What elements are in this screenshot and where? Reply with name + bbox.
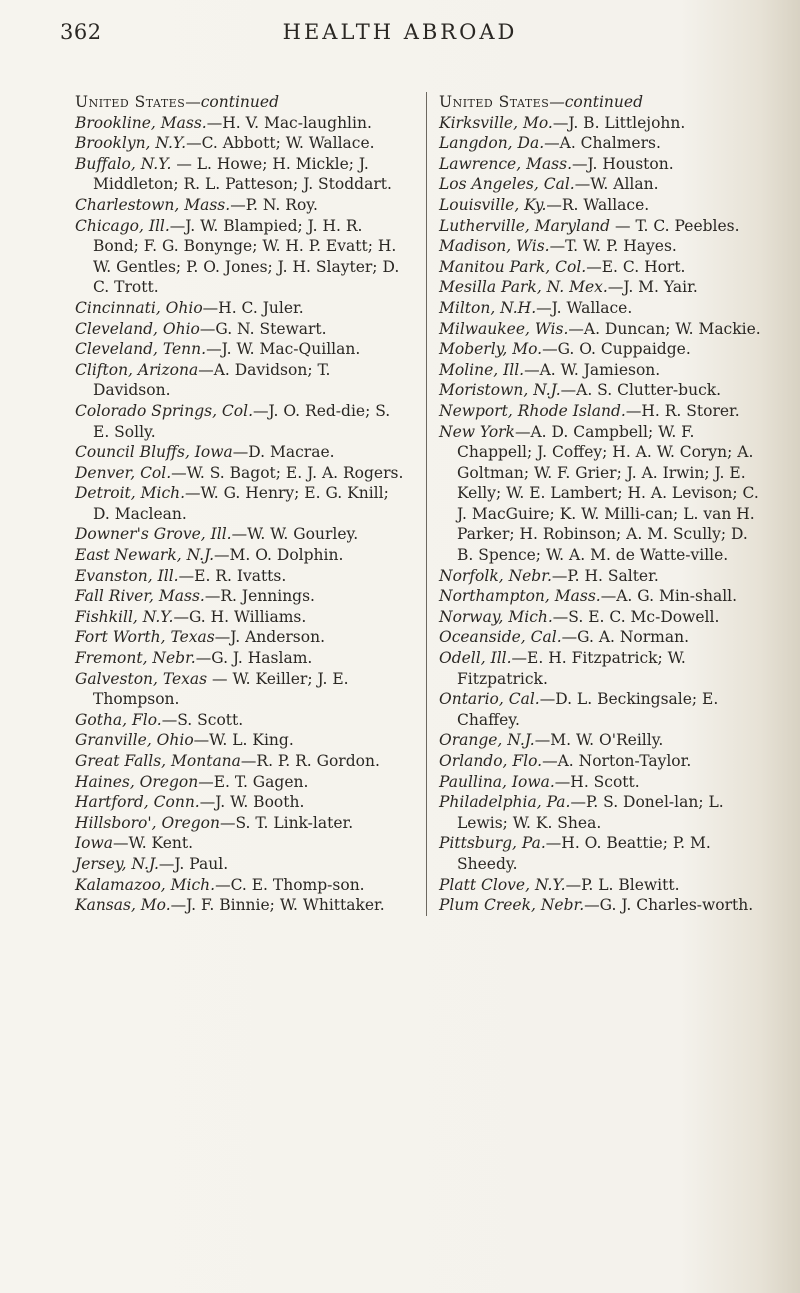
directory-entry — [439, 833, 764, 874]
member-names: —D. L. Beckingsale; E. Chaffey. — [457, 690, 719, 729]
place-name: Philadelphia, Pa. — [439, 793, 571, 812]
place-name: Orange, N.J. — [439, 731, 535, 750]
directory-entry — [439, 195, 764, 216]
directory-entry — [439, 380, 764, 401]
place-name: Paullina, Iowa. — [439, 772, 555, 791]
place-name: Fremont, Nebr. — [75, 649, 196, 668]
directory-entry — [75, 730, 405, 751]
member-names: —A. S. Clutter-buck. — [560, 381, 722, 400]
place-name: Moline, Ill. — [439, 360, 525, 379]
place-name: Plum Creek, Nebr. — [439, 896, 585, 915]
directory-entry — [439, 154, 764, 175]
member-names: — T. C. Peebles. — [610, 216, 740, 235]
place-name: Manitou Park, Col. — [439, 257, 587, 276]
directory-entry — [75, 833, 405, 854]
place-name: Haines, Oregon — [75, 772, 199, 791]
member-names: —A. Duncan; W. Mackie. — [568, 319, 761, 338]
section-heading: United States—continued — [75, 93, 279, 111]
member-names: —A. D. Campbell; W. F. Chappell; J. Coffey; H. A. W. Coryn; A. Goltman; W. F. Grier; J. A. Irwin; J. E. Kelly; W. E. Lambert; H. A. Levison; C. J. MacGuire; K. W. Milli-can; L. van H. Parker; H. Robinson; A. M. Scully; D. B. Spence; W. A. M. de Watte-ville. — [457, 422, 759, 565]
place-name: Evanston, Ill. — [75, 566, 179, 585]
member-names: —A. Davidson; T. Davidson. — [93, 360, 331, 400]
member-names: —E. C. Hort. — [586, 257, 686, 276]
directory-entry — [75, 442, 405, 463]
place-name: New York — [439, 422, 515, 441]
directory-entry — [439, 319, 764, 340]
place-name: Denver, Col. — [75, 463, 172, 482]
directory-entry — [75, 648, 405, 669]
place-name: Ontario, Cal. — [439, 690, 540, 709]
member-names: —H. C. Juler. — [202, 298, 304, 317]
place-name: Brookline, Mass. — [75, 113, 207, 132]
directory-entry — [439, 236, 764, 257]
directory-entry — [75, 875, 405, 896]
place-name: Orlando, Flo. — [439, 752, 543, 770]
directory-entry — [75, 463, 405, 484]
directory-entry — [75, 586, 405, 607]
member-names: —J. Houston. — [572, 154, 674, 173]
directory-entry — [439, 360, 764, 381]
member-names: —J. Wallace. — [536, 298, 633, 317]
directory-entry — [439, 586, 764, 607]
member-names: —W. Kent. — [112, 834, 194, 853]
place-name: Great Falls, Montana — [75, 752, 241, 770]
place-name: Iowa — [75, 834, 113, 853]
place-name: Milwaukee, Wis. — [439, 319, 569, 338]
member-names: — W. Keiller; J. E. Thompson. — [93, 669, 349, 709]
directory-entry — [439, 174, 764, 195]
left-column — [75, 92, 405, 916]
place-name: Cleveland, Tenn. — [75, 340, 207, 359]
directory-entry — [75, 710, 405, 731]
member-names: —A. G. Min-shall. — [600, 587, 738, 606]
place-name: Fall River, Mass. — [75, 587, 205, 606]
directory-entry — [439, 113, 764, 134]
member-names: —P. L. Blewitt. — [565, 875, 680, 894]
member-names: —R. P. R. Gordon. — [240, 752, 380, 770]
place-name: Moberly, Mo. — [439, 340, 543, 359]
place-name: Kalamazoo, Mich. — [75, 875, 216, 894]
directory-entry — [439, 257, 764, 278]
place-name: Detroit, Mich. — [75, 484, 186, 503]
directory-entry — [75, 319, 405, 340]
member-names: —M. W. O'Reilly. — [534, 731, 664, 750]
member-names: —D. Macrae. — [232, 443, 335, 462]
place-name: Cincinnati, Ohio — [75, 298, 203, 317]
member-names: —W. W. Gourley. — [231, 525, 359, 544]
member-names: —C. Abbott; W. Wallace. — [186, 134, 375, 153]
place-name: Los Angeles, Cal. — [439, 175, 575, 194]
directory-entry — [75, 483, 405, 524]
place-name: Council Bluffs, Iowa — [75, 443, 233, 462]
directory-entry — [439, 566, 764, 587]
place-name: Charlestown, Mass. — [75, 195, 231, 214]
member-names: —E. H. Fitzpatrick; W. Fitzpatrick. — [457, 649, 686, 688]
member-names: —H. Scott. — [554, 772, 640, 791]
member-names: —J. F. Binnie; W. Whittaker. — [170, 896, 385, 915]
member-names: —P. H. Salter. — [551, 566, 659, 585]
member-names: —J. W. Blampied; J. H. R. Bond; F. G. Bonynge; W. H. P. Evatt; H. W. Gentles; P. O. Jones; J. H. Slayter; D. C. Trott. — [93, 216, 400, 297]
place-name: Oceanside, Cal. — [439, 628, 562, 647]
directory-entry — [75, 195, 405, 216]
place-name: Madison, Wis. — [439, 237, 550, 256]
directory-entry — [439, 339, 764, 360]
place-name: Fishkill, N.Y. — [75, 607, 174, 626]
member-names: —S. E. C. Mc-Dowell. — [552, 607, 720, 626]
member-names: —G. J. Haslam. — [195, 649, 313, 668]
directory-entry — [75, 113, 405, 134]
place-name: Odell, Ill. — [439, 649, 512, 668]
member-names: —J. W. Booth. — [199, 793, 305, 812]
place-name: Hillsboro', Oregon — [75, 813, 220, 832]
place-name: Milton, N.H. — [439, 298, 537, 317]
directory-entry — [75, 813, 405, 834]
place-name: Lutherville, Maryland — [439, 216, 611, 235]
directory-entry — [75, 524, 405, 545]
directory-entry — [439, 607, 764, 628]
place-name: Chicago, Ill. — [75, 216, 170, 235]
directory-entry — [75, 607, 405, 628]
place-name: Brooklyn, N.Y. — [75, 134, 187, 153]
place-name: Mesilla Park, N. Mex. — [439, 278, 608, 297]
member-names: —G. N. Stewart. — [199, 319, 327, 338]
member-names: —A. Norton-Taylor. — [542, 752, 692, 770]
place-name: Hartford, Conn. — [75, 793, 200, 812]
right-column — [426, 92, 764, 916]
member-names: —A. Chalmers. — [544, 134, 661, 153]
place-name: Norfolk, Nebr. — [439, 566, 552, 585]
member-names: —M. O. Dolphin. — [214, 546, 344, 565]
member-names: —J. Paul. — [158, 854, 229, 873]
place-name: Lawrence, Mass. — [439, 154, 573, 173]
directory-entry — [75, 792, 405, 813]
member-names: —W. G. Henry; E. G. Knill; D. Maclean. — [93, 484, 389, 523]
directory-entry — [439, 792, 764, 833]
member-names: —E. R. Ivatts. — [178, 566, 287, 585]
page-header — [60, 20, 740, 60]
member-names: —W. S. Bagot; E. J. A. Rogers. — [171, 463, 404, 482]
member-names: —S. Scott. — [161, 710, 244, 729]
directory-entry — [439, 216, 764, 237]
member-names: —J. W. Mac-Quillan. — [206, 340, 361, 359]
member-names: —J. Anderson. — [214, 628, 325, 647]
directory-entry — [75, 545, 405, 566]
directory-entry — [75, 772, 405, 793]
directory-entry — [75, 566, 405, 587]
member-names: —P. S. Donel-lan; L. Lewis; W. K. Shea. — [457, 793, 724, 832]
directory-entry — [439, 401, 764, 422]
directory-entry — [439, 277, 764, 298]
place-name: Buffalo, N.Y. — [75, 154, 172, 173]
place-name: Langdon, Da. — [439, 134, 545, 153]
directory-entry — [75, 401, 405, 442]
member-names: —H. O. Beattie; P. M. Sheedy. — [457, 834, 711, 873]
member-names: —J. B. Littlejohn. — [552, 113, 686, 132]
member-names: —P. N. Roy. — [230, 195, 318, 214]
member-names: —G. J. Charles-worth. — [584, 896, 754, 915]
place-name: Moristown, N.J. — [439, 381, 561, 400]
place-name: Galveston, Texas — [75, 669, 208, 688]
directory-entry — [439, 422, 764, 566]
directory-entry — [75, 216, 405, 298]
place-name: Colorado Springs, Col. — [75, 401, 254, 420]
member-names: —G. A. Norman. — [561, 628, 690, 647]
directory-entry — [75, 154, 405, 195]
place-name: Norway, Mich. — [439, 607, 553, 626]
directory-entry — [439, 751, 764, 772]
member-names: —H. R. Storer. — [625, 401, 740, 420]
place-name: Platt Clove, N.Y. — [439, 875, 566, 894]
place-name: Downer's Grove, Ill. — [75, 525, 232, 544]
member-names: —S. T. Link-later. — [219, 813, 354, 832]
member-names: —C. E. Thomp-son. — [215, 875, 365, 894]
directory-entry — [75, 339, 405, 360]
directory-entry — [75, 854, 405, 875]
member-names: —T. W. P. Hayes. — [549, 237, 677, 256]
place-name: Jersey, N.J. — [75, 854, 159, 873]
member-names: —J. O. Red-die; S. E. Solly. — [93, 401, 391, 441]
directory-entry — [75, 895, 405, 916]
directory-entry — [439, 648, 764, 689]
directory-entry — [75, 133, 405, 154]
section-heading: United States—continued — [439, 93, 643, 111]
directory-entry — [75, 627, 405, 648]
member-names: —A. W. Jamieson. — [524, 360, 661, 379]
two-column-list — [0, 92, 800, 1282]
member-names: —E. T. Gagen. — [198, 772, 309, 791]
directory-entry — [439, 895, 764, 916]
place-name: Newport, Rhode Island. — [439, 401, 626, 420]
directory-entry — [439, 730, 764, 751]
place-name: Kirksville, Mo. — [439, 113, 553, 132]
directory-entry — [75, 669, 405, 710]
directory-entry — [439, 133, 764, 154]
directory-entry — [75, 751, 405, 772]
place-name: Granville, Ohio — [75, 731, 194, 750]
running-head: HEALTH ABROAD — [282, 20, 518, 44]
place-name: Kansas, Mo. — [75, 896, 171, 915]
member-names: —J. M. Yair. — [607, 278, 698, 297]
member-names: —G. O. Cuppaidge. — [542, 340, 691, 359]
member-names: —R. Wallace. — [546, 195, 650, 214]
place-name: Clifton, Arizona — [75, 360, 199, 379]
place-name: Cleveland, Ohio — [75, 319, 200, 338]
directory-entry — [439, 627, 764, 648]
member-names: — L. Howe; H. Mickle; J. Middleton; R. L. Patteson; J. Stoddart. — [93, 154, 392, 194]
directory-entry — [439, 875, 764, 896]
directory-entry — [439, 689, 764, 730]
place-name: Gotha, Flo. — [75, 710, 162, 729]
place-name: Fort Worth, Texas — [75, 628, 215, 647]
member-names: —R. Jennings. — [204, 587, 315, 606]
place-name: East Newark, N.J. — [75, 546, 215, 565]
member-names: —W. Allan. — [574, 175, 659, 194]
member-names: —H. V. Mac-laughlin. — [206, 113, 372, 132]
directory-entry — [75, 360, 405, 401]
directory-entry — [75, 298, 405, 319]
place-name: Pittsburg, Pa. — [439, 834, 546, 853]
member-names: —G. H. Williams. — [173, 607, 307, 626]
directory-entry — [439, 772, 764, 793]
place-name: Louisville, Ky. — [439, 195, 547, 214]
place-name: Northampton, Mass. — [439, 587, 601, 606]
member-names: —W. L. King. — [193, 731, 294, 750]
page-number: 362 — [60, 20, 102, 44]
directory-entry — [439, 298, 764, 319]
